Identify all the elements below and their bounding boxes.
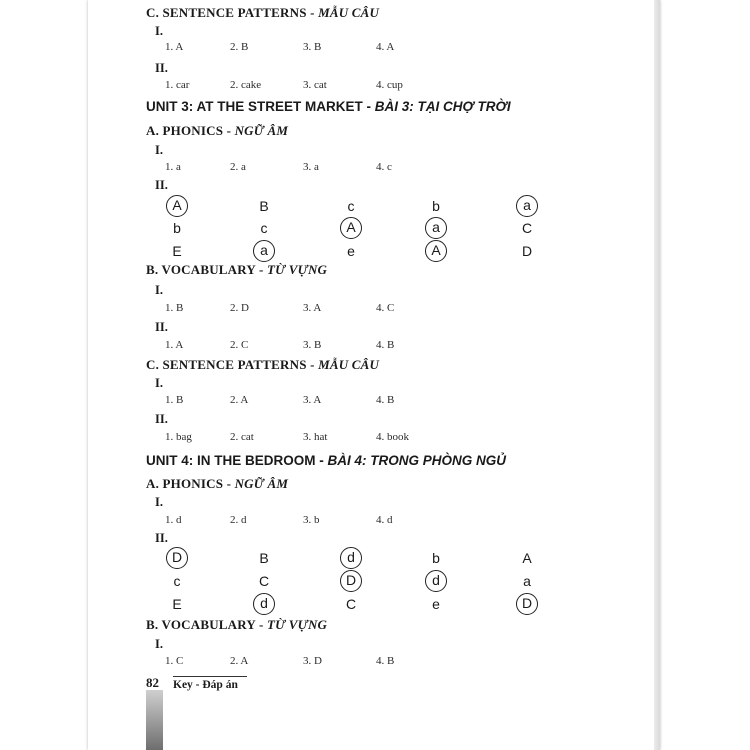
letter: C <box>521 220 533 236</box>
answer-item: 4. cup <box>376 79 403 91</box>
answer-item: 3. A <box>303 394 322 406</box>
answer-item: 1. bag <box>165 431 192 443</box>
letter: b <box>173 220 181 236</box>
answer-item: 1. C <box>165 655 184 667</box>
exercise-number: II. <box>155 412 168 426</box>
letter: E <box>172 243 182 259</box>
exercise-number: II. <box>155 320 168 334</box>
circled-letter: d <box>425 570 447 592</box>
answer-item: 4. B <box>376 394 395 406</box>
heading-vietnamese: BÀI 3: TẠI CHỢ TRỜI <box>374 99 511 114</box>
heading-english: B. VOCABULARY - <box>146 262 267 277</box>
answer-item: 4. d <box>376 514 393 526</box>
heading-vietnamese: TỪ VỰNG <box>266 262 328 277</box>
answer-item: 1. A <box>165 339 184 351</box>
letter: B <box>259 198 269 214</box>
heading-english: UNIT 3: AT THE STREET MARKET - <box>146 99 375 114</box>
answer-item: 4. c <box>376 161 392 173</box>
unit-heading <box>146 453 506 468</box>
answer-item: 3. B <box>303 41 322 53</box>
letter: C <box>345 596 357 612</box>
letter: b <box>432 198 440 214</box>
answer-item: 2. cat <box>230 431 254 443</box>
exercise-number: I. <box>155 143 163 157</box>
section-heading <box>146 123 288 139</box>
answer-item: 2. a <box>230 161 246 173</box>
heading-english: UNIT 4: IN THE BEDROOM - <box>146 453 328 468</box>
answer-item: 2. A <box>230 655 249 667</box>
section-heading <box>146 5 379 21</box>
letter: A <box>522 550 532 566</box>
answer-item: 4. C <box>376 302 395 314</box>
exercise-number: I. <box>155 637 163 651</box>
circled-letter: a <box>253 240 275 262</box>
answer-item: 1. a <box>165 161 181 173</box>
exercise-number: I. <box>155 495 163 509</box>
unit-heading <box>146 99 511 114</box>
exercise-number: II. <box>155 61 168 75</box>
letter: b <box>432 550 440 566</box>
letter: c <box>173 573 181 589</box>
answer-item: 1. A <box>165 41 184 53</box>
circled-letter: a <box>425 217 447 239</box>
answer-item: 1. B <box>165 302 184 314</box>
letter: E <box>172 596 182 612</box>
circled-letter: A <box>340 217 362 239</box>
exercise-number: I. <box>155 283 163 297</box>
letter: c <box>260 220 268 236</box>
heading-english: C. SENTENCE PATTERNS - <box>146 357 319 372</box>
heading-english: A. PHONICS - <box>146 476 235 491</box>
section-heading <box>146 476 288 492</box>
answer-item: 2. cake <box>230 79 262 91</box>
exercise-number: II. <box>155 178 168 192</box>
exercise-number: I. <box>155 376 163 390</box>
answer-item: 4. book <box>376 431 409 443</box>
page-number: 82 <box>146 675 159 690</box>
letter: c <box>347 198 355 214</box>
heading-vietnamese: TỪ VỰNG <box>266 617 328 632</box>
circled-letter: D <box>516 593 538 615</box>
footer-page-tab <box>146 690 163 750</box>
section-heading <box>146 617 327 633</box>
answer-item: 4. B <box>376 339 395 351</box>
circled-letter: A <box>166 195 188 217</box>
footer-rule <box>173 676 247 677</box>
answer-item: 2. d <box>230 514 247 526</box>
answer-item: 3. D <box>303 655 322 667</box>
answer-item: 2. A <box>230 394 249 406</box>
letter: a <box>523 573 531 589</box>
section-heading <box>146 262 327 278</box>
page-edge <box>654 0 660 750</box>
circled-letter: d <box>340 547 362 569</box>
answer-item: 2. C <box>230 339 249 351</box>
answer-item: 3. a <box>303 161 319 173</box>
heading-english: B. VOCABULARY - <box>146 617 267 632</box>
heading-vietnamese: NGỮ ÂM <box>234 476 289 491</box>
circled-letter: D <box>340 570 362 592</box>
letter: D <box>521 243 533 259</box>
exercise-number: II. <box>155 531 168 545</box>
answer-item: 3. A <box>303 302 322 314</box>
answer-item: 4. A <box>376 41 395 53</box>
section-heading <box>146 357 379 373</box>
heading-vietnamese: MẪU CÂU <box>318 357 380 372</box>
answer-item: 3. hat <box>303 431 328 443</box>
answer-item: 3. b <box>303 514 320 526</box>
circled-letter: a <box>516 195 538 217</box>
letter: C <box>258 573 270 589</box>
letter: e <box>432 596 440 612</box>
answer-item: 2. D <box>230 302 249 314</box>
answer-item: 3. B <box>303 339 322 351</box>
heading-english: C. SENTENCE PATTERNS - <box>146 5 319 20</box>
letter: B <box>259 550 269 566</box>
heading-vietnamese: BÀI 4: TRONG PHÒNG NGỦ <box>327 453 507 468</box>
answer-item: 2. B <box>230 41 249 53</box>
answer-item: 1. car <box>165 79 190 91</box>
heading-vietnamese: NGỮ ÂM <box>234 123 289 138</box>
answer-item: 1. d <box>165 514 182 526</box>
answer-item: 4. B <box>376 655 395 667</box>
exercise-number: I. <box>155 24 163 38</box>
heading-vietnamese: MẪU CÂU <box>318 5 380 20</box>
footer-label: Key - Đáp án <box>173 679 238 691</box>
circled-letter: d <box>253 593 275 615</box>
answer-item: 3. cat <box>303 79 327 91</box>
letter: e <box>347 243 355 259</box>
circled-letter: D <box>166 547 188 569</box>
answer-item: 1. B <box>165 394 184 406</box>
heading-english: A. PHONICS - <box>146 123 235 138</box>
circled-letter: A <box>425 240 447 262</box>
